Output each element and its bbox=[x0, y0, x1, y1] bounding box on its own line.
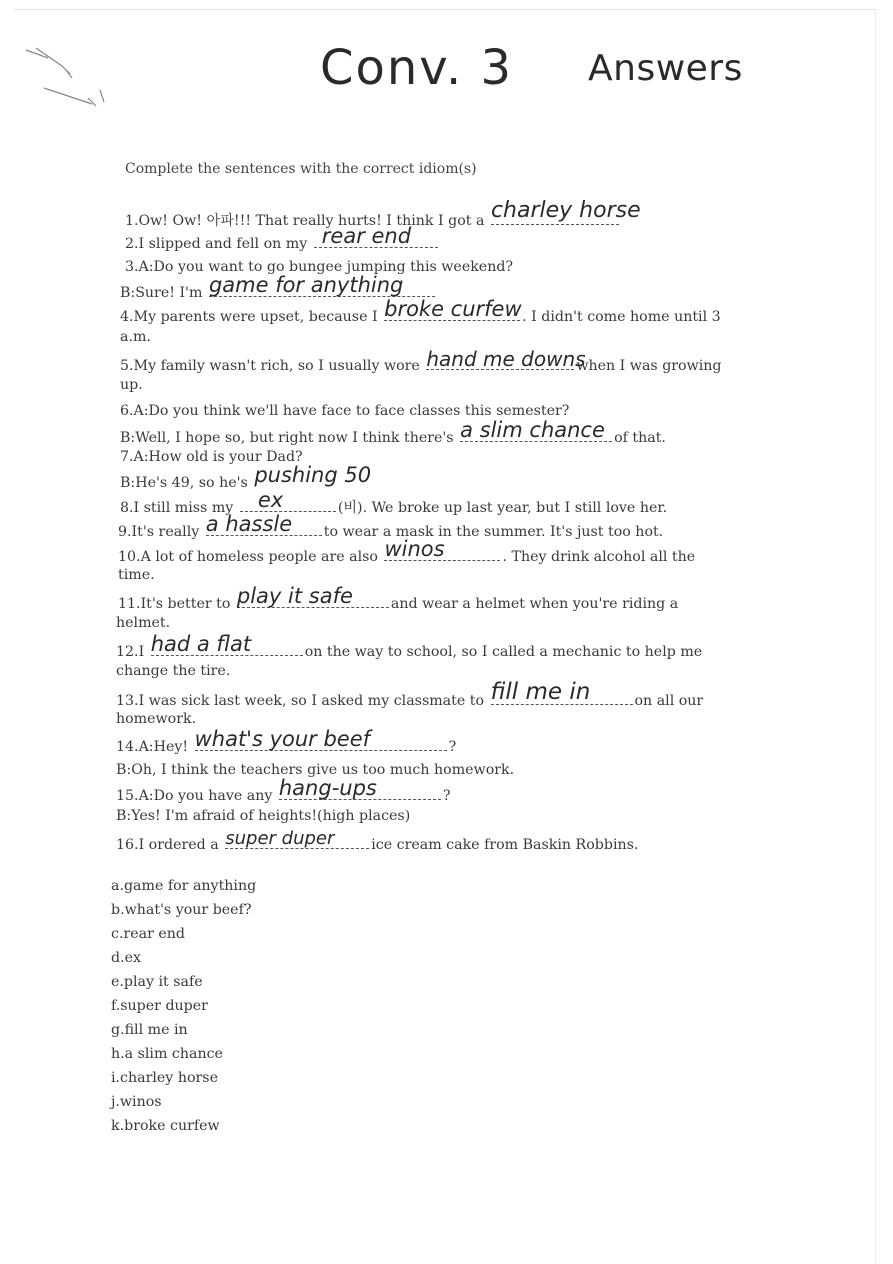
handwritten-answer: super duper bbox=[225, 828, 335, 849]
sentence-text: 8.I still miss my bbox=[120, 500, 234, 516]
answer-blank bbox=[150, 632, 303, 656]
sentence-text: ? bbox=[448, 739, 457, 755]
sentence-text: 9.It's really bbox=[118, 524, 200, 540]
sentence-text: on all our bbox=[634, 693, 704, 709]
sentence-text: (비). We broke up last year, but I still love her. bbox=[337, 500, 668, 516]
sentence-13 bbox=[116, 679, 704, 709]
sentence-text: helmet. bbox=[116, 615, 171, 631]
sentence-6a bbox=[120, 403, 569, 419]
idiom-option-i: i.charley horse bbox=[111, 1070, 218, 1086]
handwritten-answer: pushing 50 bbox=[254, 463, 372, 487]
sentence-text: 4.My parents were upset, because I bbox=[120, 309, 378, 325]
sentence-text: B:Well, I hope so, but right now I think there's bbox=[120, 430, 454, 446]
sentence-text: B:Sure! I'm bbox=[120, 285, 203, 301]
sentence-15b bbox=[116, 808, 410, 824]
sentence-text: time. bbox=[118, 567, 155, 583]
idiom-option-a: a.game for anything bbox=[111, 878, 257, 894]
sentence-11 bbox=[118, 584, 679, 612]
sentence-5-cont bbox=[120, 377, 143, 393]
pen-scribble-mark bbox=[22, 40, 117, 110]
sentence-2 bbox=[125, 224, 440, 252]
answer-blank bbox=[490, 198, 641, 225]
sentence-text: when I was growing bbox=[576, 358, 722, 374]
answer-blank bbox=[208, 273, 435, 297]
handwritten-title-right: Answers bbox=[588, 48, 743, 89]
sentence-12 bbox=[116, 632, 703, 660]
scan-edge-top bbox=[14, 9, 877, 10]
sentence-10 bbox=[118, 537, 696, 565]
sentence-text: up. bbox=[120, 377, 143, 393]
handwritten-title-left: Conv. 3 bbox=[320, 40, 514, 96]
sentence-text: ice cream cake from Baskin Robbins. bbox=[371, 837, 639, 853]
idiom-option-j: j.winos bbox=[111, 1094, 162, 1110]
sentence-text: 2.I slipped and fell on my bbox=[125, 236, 308, 252]
idiom-option-f: f.super duper bbox=[111, 998, 208, 1014]
sentence-text: on the way to school, so I called a mechanic to help me bbox=[304, 644, 703, 660]
handwritten-answer: charley horse bbox=[490, 198, 641, 223]
handwritten-answer: play it safe bbox=[236, 584, 353, 608]
idiom-option-b: b.what's your beef? bbox=[111, 902, 252, 918]
answer-blank bbox=[490, 679, 633, 705]
handwritten-answer: winos bbox=[384, 537, 445, 561]
idiom-option-e: e.play it safe bbox=[111, 974, 203, 990]
sentence-text: a.m. bbox=[120, 329, 151, 345]
sentence-4-cont bbox=[120, 329, 151, 345]
sentence-10-cont bbox=[118, 567, 155, 583]
sentence-15a bbox=[116, 776, 451, 804]
sentence-text: ? bbox=[442, 788, 451, 804]
sentence-text: B:He's 49, so he's bbox=[120, 475, 248, 491]
sentence-13-cont bbox=[116, 711, 196, 727]
handwritten-answer: had a flat bbox=[150, 632, 252, 656]
handwritten-answer: game for anything bbox=[208, 273, 404, 297]
sentence-4 bbox=[120, 297, 721, 325]
answer-blank bbox=[460, 418, 612, 442]
sentence-text: 13.I was sick last week, so I asked my classmate to bbox=[116, 693, 484, 709]
sentence-text: 5.My family wasn't rich, so I usually wore bbox=[120, 358, 420, 374]
sentence-8 bbox=[120, 488, 668, 517]
instructions-text: Complete the sentences with the correct idiom(s) bbox=[125, 161, 477, 177]
answer-blank bbox=[278, 776, 441, 800]
handwritten-answer: what's your beef bbox=[194, 727, 371, 751]
handwritten-answer: rear end bbox=[321, 224, 412, 248]
handwritten-answer: hand me downs bbox=[426, 347, 586, 371]
answer-blank bbox=[426, 347, 586, 371]
idiom-option-g: g.fill me in bbox=[111, 1022, 188, 1038]
sentence-6b bbox=[120, 418, 666, 446]
sentence-text: 15.A:Do you have any bbox=[116, 788, 273, 804]
sentence-text: B:Oh, I think the teachers give us too much homework. bbox=[116, 762, 515, 778]
idiom-option-c: c.rear end bbox=[111, 926, 185, 942]
scan-edge-right bbox=[875, 9, 876, 1264]
answer-blank bbox=[384, 537, 500, 561]
answer-blank bbox=[194, 727, 447, 751]
answer-blank bbox=[240, 488, 336, 512]
answer-blank bbox=[205, 512, 322, 536]
sentence-5 bbox=[120, 347, 722, 374]
answer-blank bbox=[384, 297, 522, 321]
answer-blank bbox=[236, 584, 389, 608]
answer-blank bbox=[254, 463, 404, 487]
sentence-text: 14.A:Hey! bbox=[116, 739, 189, 755]
sentence-text: 10.A lot of homeless people are also bbox=[118, 549, 378, 565]
sentence-text: 7.A:How old is your Dad? bbox=[120, 449, 303, 465]
sentence-text: to wear a mask in the summer. It's just too hot. bbox=[323, 524, 664, 540]
sentence-text: 6.A:Do you think we'll have face to face classes this semester? bbox=[120, 403, 570, 419]
sentence-text: 12.I bbox=[116, 644, 145, 660]
sentence-text: of that. bbox=[614, 430, 666, 446]
idiom-option-d: d.ex bbox=[111, 950, 141, 966]
sentence-14a bbox=[116, 727, 457, 755]
sentence-11-cont bbox=[116, 615, 170, 631]
answer-blank bbox=[225, 828, 369, 849]
sentence-text: 16.I ordered a bbox=[116, 837, 219, 853]
sentence-12-cont bbox=[116, 663, 230, 679]
sentence-text: 3.A:Do you want to go bungee jumping this weekend? bbox=[125, 259, 514, 275]
answer-blank bbox=[314, 224, 438, 248]
sentence-text: 11.It's better to bbox=[118, 596, 231, 612]
handwritten-answer: hang-ups bbox=[278, 776, 377, 800]
sentence-text: . I didn't come home until 3 bbox=[522, 309, 721, 325]
sentence-text: change the tire. bbox=[116, 663, 231, 679]
idiom-option-k: k.broke curfew bbox=[111, 1118, 220, 1134]
handwritten-answer: a slim chance bbox=[460, 418, 605, 442]
sentence-text: homework. bbox=[116, 711, 197, 727]
sentence-text: and wear a helmet when you're riding a bbox=[390, 596, 679, 612]
handwritten-answer: fill me in bbox=[490, 679, 591, 705]
handwritten-answer: a hassle bbox=[205, 512, 293, 536]
sentence-text: B:Yes! I'm afraid of heights!(high places) bbox=[116, 808, 411, 824]
handwritten-answer: ex bbox=[257, 488, 284, 512]
sentence-text: 1.Ow! Ow! 아파!!! That really hurts! I think I got a bbox=[125, 213, 485, 229]
handwritten-answer: broke curfew bbox=[384, 297, 522, 321]
sentence-text: . They drink alcohol all the bbox=[502, 549, 696, 565]
idiom-option-h: h.a slim chance bbox=[111, 1046, 223, 1062]
sentence-16 bbox=[116, 828, 639, 853]
